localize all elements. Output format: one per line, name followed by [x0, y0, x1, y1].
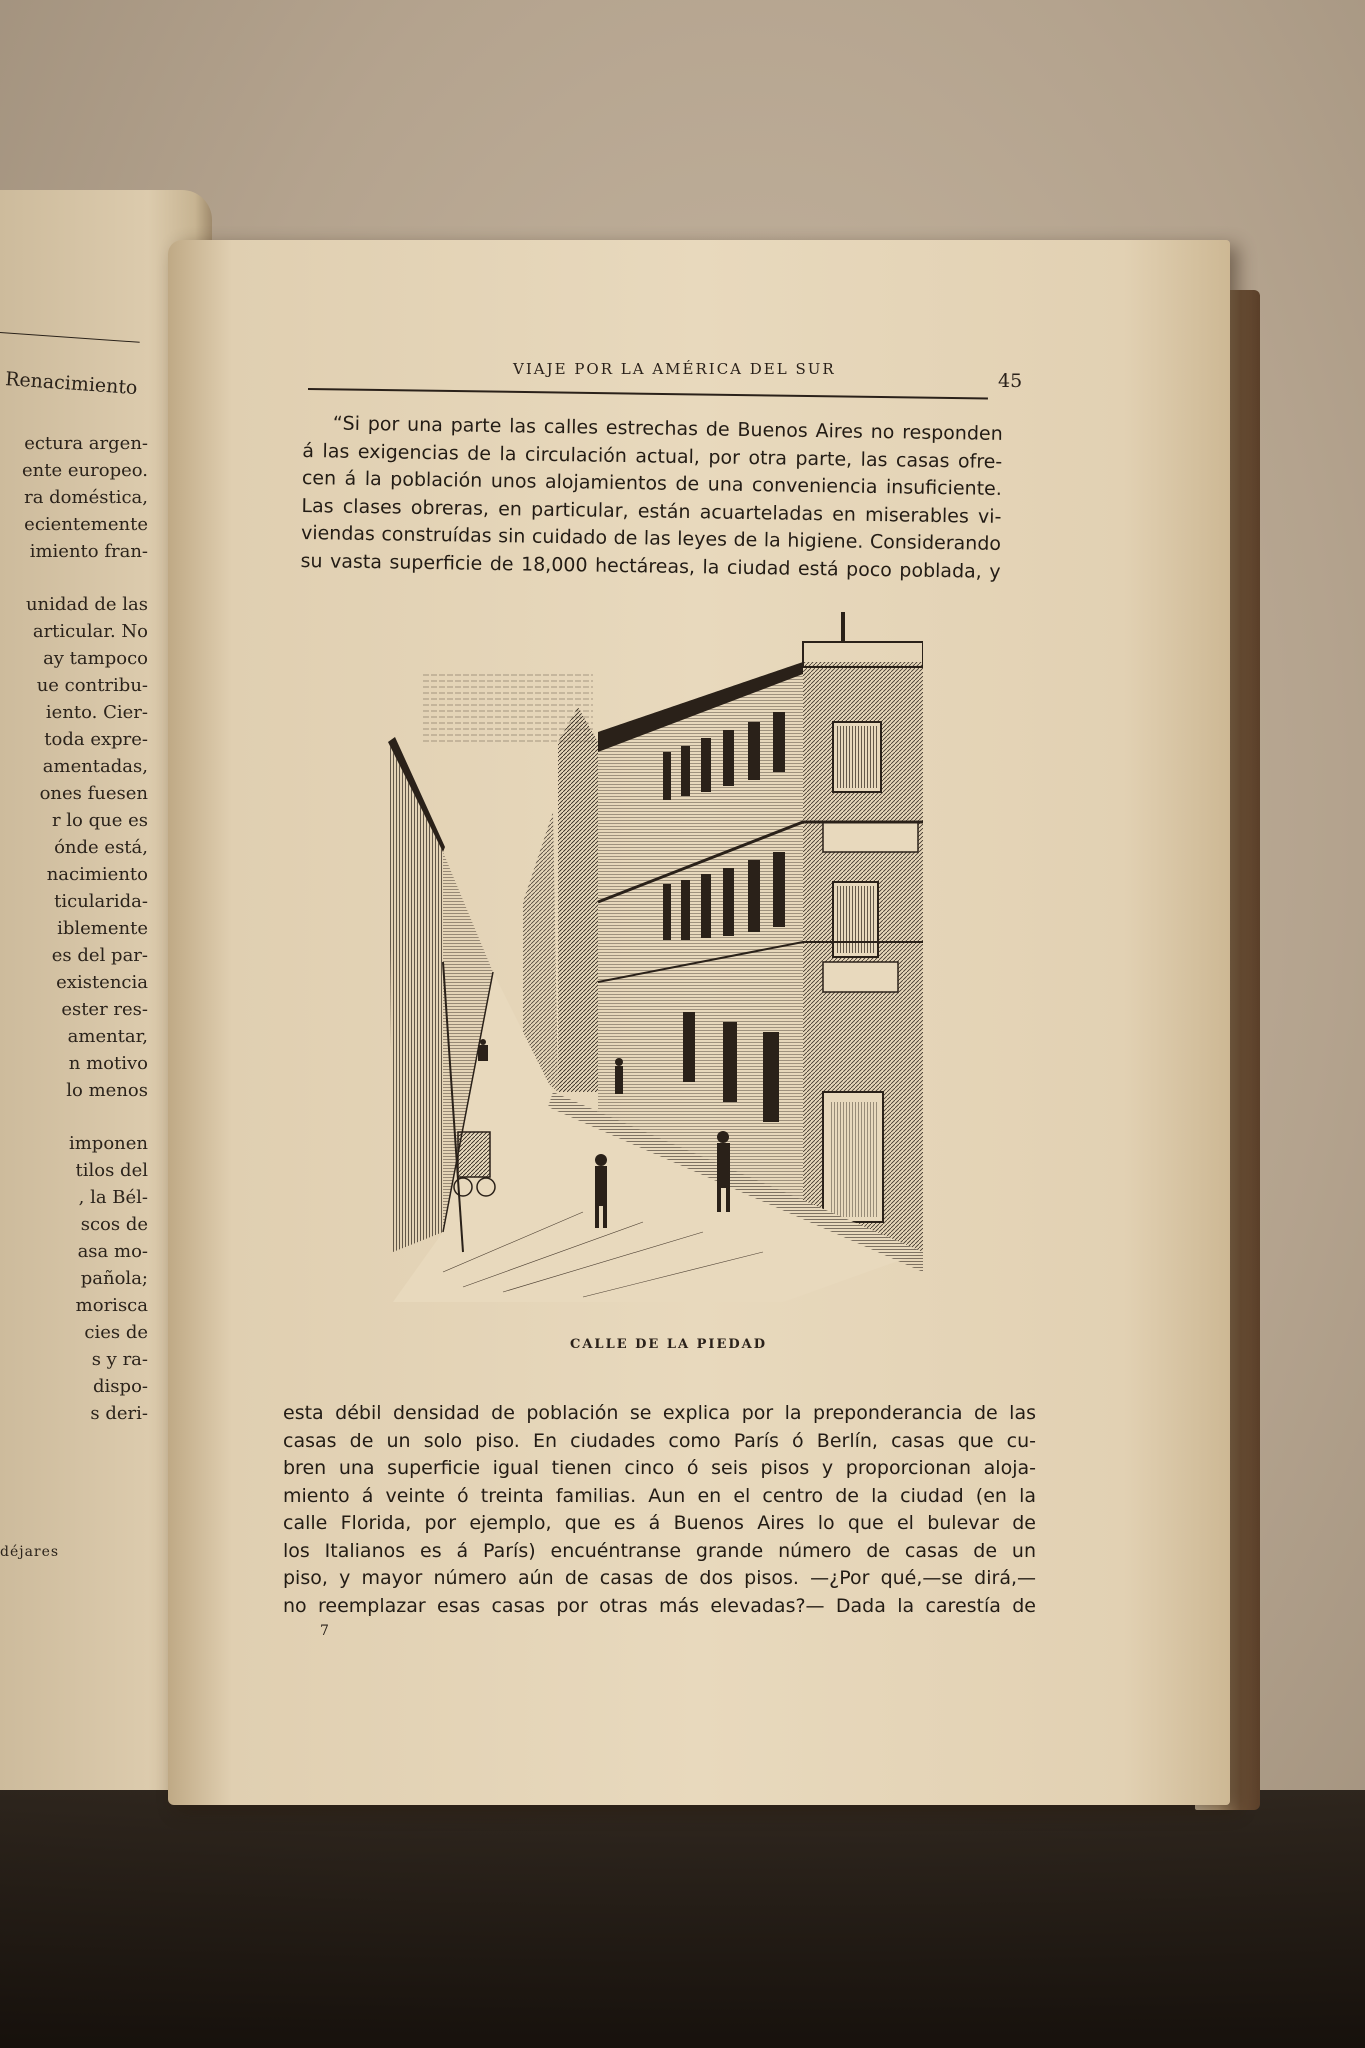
left-text-line: ecientemente — [24, 514, 148, 535]
left-text-line: ay tampoco — [43, 648, 148, 669]
left-header-rule — [0, 332, 140, 343]
body-line: Las clases obreras, en particular, están acuarteladas en miserables vi- — [301, 494, 1002, 528]
left-text-line: pañola; — [80, 1268, 148, 1289]
body-line: bren una superficie igual tienen cinco ó seis pisos y proporcionan aloja- — [283, 1457, 1036, 1479]
left-text-line: amentar, — [67, 1026, 148, 1047]
left-text-line: , la Bél- — [78, 1187, 148, 1208]
left-text-line: amentadas, — [42, 756, 148, 777]
table-shadow — [0, 1790, 1365, 2048]
left-text-line: iblemente — [57, 918, 148, 939]
left-text-line: r lo que es — [51, 810, 148, 831]
header-rule — [308, 388, 988, 399]
body-line: calle Florida, por ejemplo, que es á Buenos Aires lo que el bulevar de — [283, 1512, 1036, 1534]
body-line: no reemplazar esas casas por otras más elevadas?— Dada la carestía de — [283, 1594, 1036, 1617]
left-text-line: tilos del — [75, 1160, 148, 1181]
paragraph-bottom — [283, 1400, 1036, 1620]
left-text-line: unidad de las — [25, 594, 148, 615]
body-line: á las exigencias de la circulación actual, por otra parte, las casas ofre- — [302, 439, 1003, 473]
body-line: viendas construídas sin cuidado de las leyes de la higiene. Considerando — [300, 521, 1002, 555]
left-text-line: ónde está, — [54, 837, 148, 858]
left-text-line: morisca — [75, 1295, 148, 1316]
paragraph-top — [300, 410, 1003, 586]
body-line: cen á la población unos alojamientos de una conveniencia insuficiente. — [301, 466, 1003, 500]
left-text-line: ue contribu- — [36, 675, 148, 696]
left-text-line: nacimiento — [46, 864, 148, 885]
left-text-line: imiento fran- — [29, 541, 148, 562]
body-line: piso, y mayor número aún de casas de dos pisos. —¿Por qué,—se dirá,— — [283, 1567, 1036, 1589]
left-text-line: s deri- — [90, 1403, 148, 1424]
left-text-line: lo menos — [66, 1080, 148, 1101]
left-text-line: n motivo — [68, 1053, 148, 1074]
left-text-line: articular. No — [32, 621, 148, 642]
left-text-line: cies de — [84, 1322, 148, 1343]
body-line: casas de un solo piso. En ciudades como París ó Berlín, casas que cu- — [283, 1429, 1036, 1452]
right-page — [168, 240, 1230, 1805]
street-engraving — [383, 612, 923, 1302]
body-line: “Si por una parte las calles estrechas de Buenos Aires no responden — [332, 412, 1003, 445]
left-text-line: es del par- — [51, 945, 148, 966]
signature-mark: 7 — [320, 1623, 329, 1639]
figure-caption: CALLE DE LA PIEDAD — [570, 1337, 768, 1352]
left-text-line: imponen — [68, 1133, 148, 1154]
running-head: VIAJE POR LA AMÉRICA DEL SUR — [513, 360, 836, 378]
left-text-line: iento. Cier- — [45, 702, 148, 723]
left-text-line: dispo- — [93, 1376, 148, 1397]
left-text-line: existencia — [56, 972, 148, 993]
left-running-head: Renacimiento — [4, 368, 139, 400]
page-number: 45 — [998, 370, 1023, 392]
left-text-line: s y ra- — [91, 1349, 148, 1370]
left-text-line: asa mo- — [77, 1241, 148, 1262]
body-line: esta débil densidad de población se explica por la preponderancia de las — [283, 1402, 1036, 1424]
body-line: su vasta superficie de 18,000 hectáreas, la ciudad está poco poblada, y — [300, 549, 1001, 583]
street-engraving-illustration — [383, 612, 923, 1302]
left-text-line: ester res- — [61, 999, 148, 1020]
left-text-line: ones fuesen — [39, 783, 148, 804]
left-text-line: ticularida- — [54, 891, 148, 912]
left-footnote: déjares — [0, 1544, 60, 1560]
left-text-line: scos de — [80, 1214, 148, 1235]
left-text-line: ectura argen- — [24, 433, 148, 454]
left-text-line: ra doméstica, — [24, 487, 148, 508]
left-text-line: ente europeo. — [22, 460, 148, 481]
body-line: los Italianos es á París) encuéntranse grande número de casas de un — [283, 1539, 1036, 1562]
body-line: miento á veinte ó treinta familias. Aun en el centro de la ciudad (en la — [283, 1484, 1036, 1507]
left-text-line: toda expre- — [44, 729, 148, 750]
